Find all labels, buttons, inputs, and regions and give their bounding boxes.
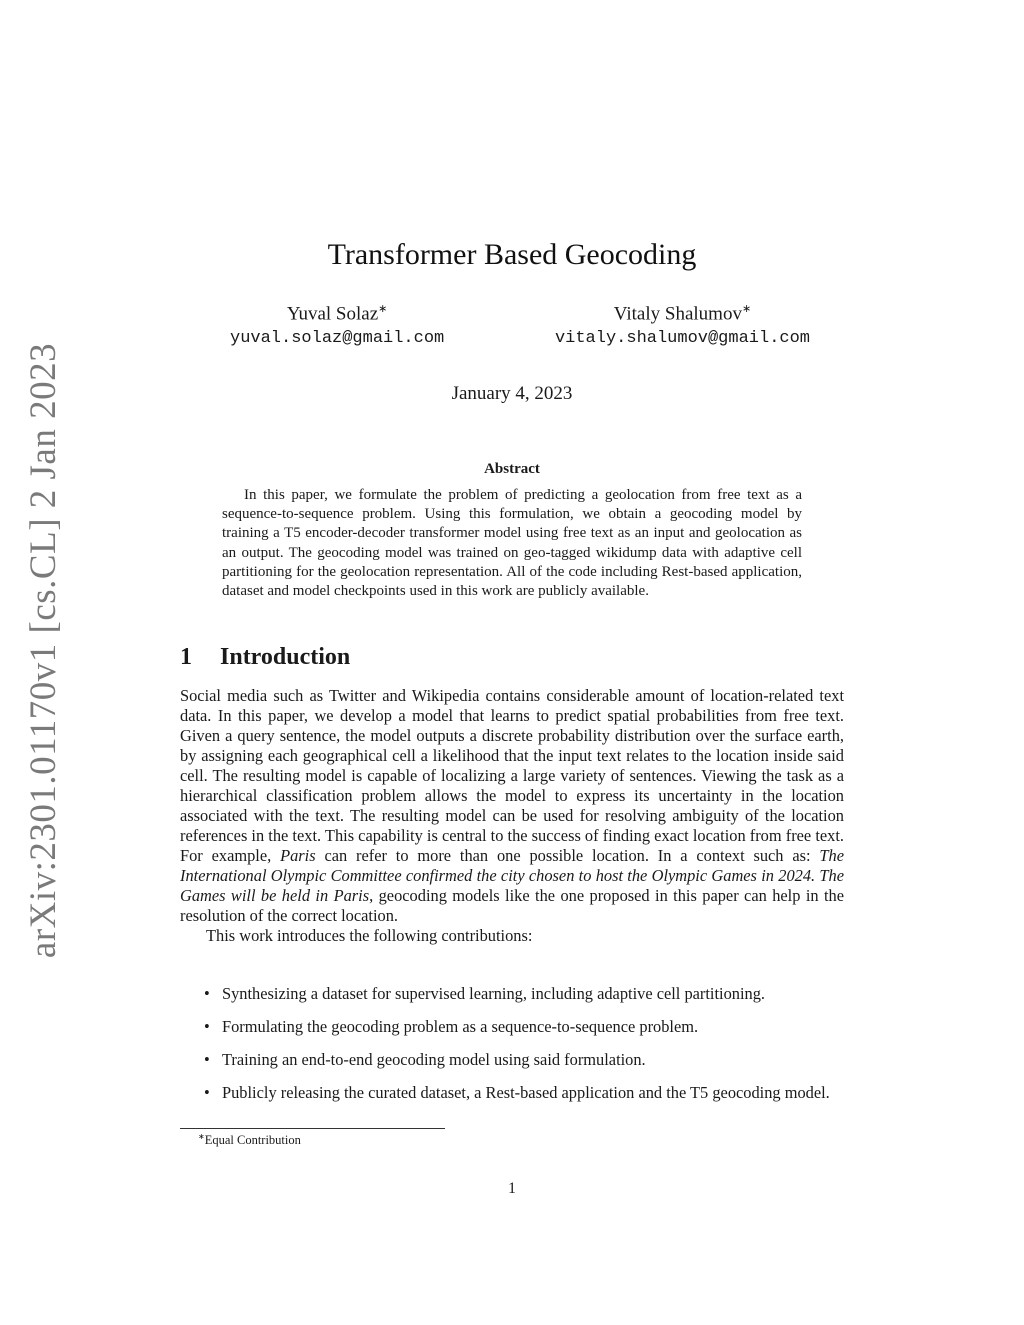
contributions-list (180, 984, 844, 1116)
author-2-name: Vitaly Shalumov (613, 303, 742, 325)
author-1 (230, 296, 444, 351)
author-1-name: Yuval Solaz (286, 303, 379, 325)
footnote-text: Equal Contribution (204, 1133, 301, 1148)
abstract-heading: Abstract (484, 461, 540, 477)
abstract-text: In this paper, we formulate the problem of predicting a geolocation from free text as a sequence-to-sequence problem. Using this formulation, we obtain a geocoding model by training a T5 encoder-decoder transformer model using free text as an input and geolocation as an output. The geocoding model was trained on geo-tagged wikidump data with adaptive cell partitioning for the geolocation representation. All of the code including Rest-based application, dataset and model checkpoints used in this work are publicly available. (222, 487, 802, 600)
list-item: • Formulating the geocoding problem as a sequence-to-sequence problem. (204, 1017, 699, 1036)
author-block (230, 296, 810, 351)
intro-paris-italic: Paris (280, 846, 316, 865)
footnote (198, 1132, 301, 1148)
intro-olympic-quote: The International Olympic Committee confirmed the city chosen to host the Olympic Games in 2024. The Games will be held in Paris (180, 846, 844, 905)
bullet-icon: • (204, 1017, 210, 1036)
bullet-icon: • (204, 984, 210, 1003)
arxiv-identifier: arXiv:2301.01170v1 [cs.CL] 2 Jan 2023 (23, 342, 65, 958)
paper-title: Transformer Based Geocoding (327, 238, 697, 271)
section-heading-introduction (180, 644, 350, 671)
section-number: 1 (180, 644, 192, 670)
list-item: • Training an end-to-end geocoding model using said formulation. (204, 1050, 646, 1069)
page-number: 1 (508, 1180, 516, 1197)
footnote-mark: ∗ (198, 1132, 205, 1141)
section-title: Introduction (220, 644, 351, 670)
bullet-icon: • (204, 1050, 210, 1069)
introduction-body (180, 686, 844, 946)
author-2 (555, 296, 810, 351)
author-2-email: vitaly.shalumov@gmail.com (554, 329, 810, 349)
publication-date: January 4, 2023 (451, 383, 573, 404)
author-1-email: yuval.solaz@gmail.com (230, 329, 445, 349)
author-1-footnote-mark: ∗ (378, 303, 388, 315)
list-item: • Synthesizing a dataset for supervised learning, including adaptive cell partitioning. (204, 984, 766, 1003)
list-item: • Publicly releasing the curated dataset, a Rest-based application and the T5 geocoding model. (204, 1083, 830, 1102)
intro-paragraph-2: This work introduces the following contributions: (206, 926, 533, 945)
footnote-divider (180, 1128, 445, 1129)
arxiv-sidebar-stamp (23, 342, 65, 958)
author-2-footnote-mark: ∗ (741, 303, 752, 315)
bullet-icon: • (204, 1083, 210, 1102)
intro-paragraph-1: Social media such as Twitter and Wikipedia contains considerable amount of location-related text data. In this paper, we develop a model that learns to predict spatial probabilities from free text. Given a query sentence, the model outputs a discrete probability distribution over the surface earth, by assigning each geographical cell a likelihood that the input text relates to the location inside said cell. The resulting model is capable of localizing a large variety of sentences. Viewing the task as a hierarchical classification problem allows the model to express its uncertainty in the location associated with the text. The resulting model can be used for resolving ambiguity of the location references in the text. This capability is central to the success of finding exact location from free text. For example, Paris can refer to more than one possible location. In a context such as: The International Olympic Committee confirmed the city chosen to host the Olympic Games in 2024. The Games will be held in Paris, geocoding models like the one proposed in this paper can help in the resolution of the correct location. (180, 686, 845, 925)
